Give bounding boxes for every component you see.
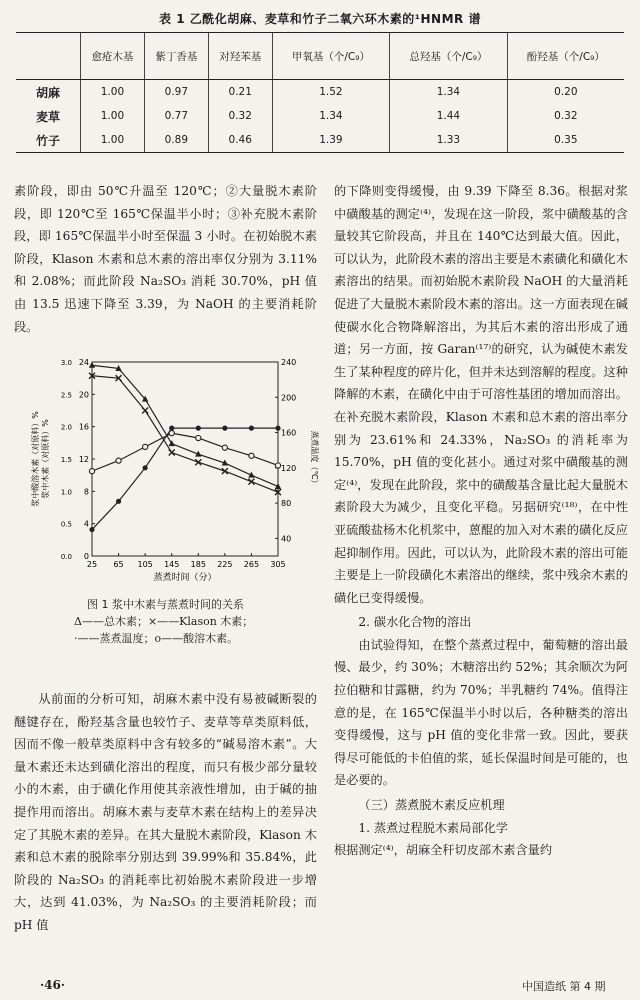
y-left-inner-tick-label: 1.0 — [60, 488, 72, 497]
data-point-dot — [143, 465, 148, 470]
y-axis-label-inner: 浆中木素（对原料）% — [41, 419, 50, 499]
table-caption: 表 1 乙酰化胡麻、麦草和竹子二氧六环木素的¹HNMR 谱 — [159, 12, 481, 26]
series-line — [92, 433, 278, 471]
series-line — [92, 428, 278, 529]
table-row-label: 麦草 — [35, 109, 60, 124]
data-point-cross — [195, 459, 201, 465]
table-cell: 0.20 — [507, 80, 624, 105]
table-header-cell: 甲氧基（个/C₉） — [272, 33, 390, 80]
table-header-cell: 酚羟基（个/C₉） — [507, 33, 624, 80]
x-axis-label: 蒸煮时间（分） — [153, 573, 217, 583]
y-left-tick-label: 24 — [78, 358, 89, 367]
section-heading: 2. 碳水化合物的溶出 — [358, 615, 472, 630]
table-header-cell: 紫丁香基 — [144, 33, 208, 80]
figure-legend-line: ·——蒸煮温度；o——酸溶木素。 — [74, 632, 239, 645]
data-point-circle — [116, 458, 121, 463]
y-left-tick-label: 20 — [78, 390, 89, 400]
table-cell: 0.21 — [208, 80, 272, 105]
data-point-cross — [222, 468, 228, 474]
table-header-cell — [16, 33, 81, 80]
y-left-tick-label: 12 — [78, 455, 89, 464]
data-point-dot — [116, 499, 121, 504]
left-column-bottom — [14, 688, 317, 937]
right-column — [334, 180, 628, 862]
page-number: ·46· — [40, 978, 66, 992]
table-header-row — [16, 33, 624, 80]
table-row-label: 竹子 — [16, 128, 81, 153]
subsection-heading: 1. 蒸煮过程脱木素局部化学 — [358, 820, 508, 835]
x-tick-label: 65 — [113, 560, 124, 569]
table-cell: 1.33 — [390, 128, 508, 153]
table-header-cell: 对羟苯基 — [208, 33, 272, 80]
body-paragraph: 根据测定⁽⁴⁾，胡麻全秆切皮部木素含量约 — [334, 843, 553, 858]
figure-legend-line: Δ——总木素；×——Klason 木素； — [74, 615, 254, 628]
journal-footer: 中国造纸 第 4 期 — [522, 980, 606, 993]
table-cell: 0.32 — [208, 104, 272, 128]
table-cell: 0.32 — [507, 104, 624, 128]
y-right-tick-label: 80 — [281, 499, 292, 509]
y-left-inner-tick-label: 2.0 — [60, 423, 72, 432]
left-column-top — [14, 180, 317, 338]
table-cell: 1.00 — [81, 104, 145, 128]
section-heading: （三）蒸煮脱木素反应机理 — [358, 798, 505, 813]
table-cell: 1.00 — [81, 128, 145, 153]
table-cell: 1.34 — [390, 80, 508, 105]
table-cell: 0.89 — [144, 128, 208, 153]
table-row — [16, 80, 624, 105]
table-row-label: 胡麻 — [35, 85, 60, 100]
data-point-dot — [222, 426, 227, 431]
table-header-cell: 愈疮木基 — [81, 33, 145, 80]
data-point-dot — [275, 426, 280, 431]
nmr-table — [16, 32, 624, 153]
data-point-circle — [169, 431, 174, 436]
table-cell: 1.00 — [81, 80, 145, 105]
x-tick-label: 145 — [164, 560, 180, 569]
y-left-inner-tick-label: 2.5 — [60, 391, 72, 400]
x-tick-label: 265 — [243, 560, 260, 569]
body-paragraph: 由试验得知，在整个蒸煮过程中，葡萄糖的溶出最慢、最少，约 30%；木糖溶出约 52%；其余顺次为阿拉伯糖和甘露糖，约为 70%；半乳糖约 74%。值得注意的是，在 165℃保温半小时以后，各种糖类的溶出变得缓慢，这与 pH 值的变化非常一致。因此，要获得尽可能低的卡伯值的浆，延长保温时间是可能的，也是必要的。 — [334, 637, 628, 788]
table-cell: 1.52 — [272, 80, 390, 105]
y-right-tick-label: 240 — [281, 358, 297, 367]
table-cell: 1.44 — [390, 104, 508, 128]
body-paragraph: 从前面的分析可知，胡麻木素中没有易被碱断裂的醚键存在，酚羟基含量也较竹子、麦草等草类原料低，因而不像一般草类原料中含有较多的“碱易溶木素”。大量木素还未达到磺化溶出的程度，而只有极少部分量较小的木素，由于磺化作用使其亲液性增加，由于碱的抽提作用而溶出。胡麻木素与麦草木素在结构上的差异决定了其脱木素的差异。在其大量脱木素阶段，Klason 木素和总木素的脱除率分别达到 39.99%和 35.84%，此阶段的 Na₂SO₃ 的消耗率比初始脱木素阶段进一步增大，达到 41.03%，为 Na₂SO₃ 的主要消耗阶段；而 pH 值 — [14, 692, 317, 932]
y-left-inner-tick-label: 1.5 — [60, 456, 72, 464]
data-point-circle — [249, 453, 254, 458]
y-axis-label-right: 蒸煮温度（℃） — [310, 430, 319, 488]
body-paragraph: 的下降则变得缓慢，由 9.39 下降至 8.36。根据对浆中磺酸基的测定⁽⁴⁾，发现在这一阶段，浆中磺酸基的含量较其它阶段高，并且在 140℃达到最大值。因此，可以认为，此阶段木素的溶出主要是木素磺化和磺化木素溶出的结果。而初始脱木素阶段 NaOH 的大量消耗促进了大量脱木素阶段木素的溶出。这一方面表现在碱使碳水化合物降解溶出，为其后木素的溶出形成了通道；另一方面，按 Garan⁽¹⁷⁾的研究，认为碱使木素发生了某种程度的碎片化，但并未达到溶解的程度。这种降解的木素，在磺化中由于可溶性基团的增加而溶出。在补充脱木素阶段，Klason 木素和总木素的溶出率分别为 23.61%和 24.33%，Na₂SO₃ 的消耗率为 15.70%，pH 值的变化甚小。通过对浆中磺酸基的测定⁽⁴⁾，发现在此阶段，浆中的磺酸基含量比起大量脱木素阶段大为减少，且变化平稳。另据研究⁽¹⁸⁾，在中性亚硫酸盐杨木化机浆中，蒽醌的加入对木素的磺化反应起抑制作用。因此，可以认为，此阶段木素的溶出可能主要是上一阶段磺化木素溶出的继续，浆中残余木素的磺化已变得缓慢。 — [334, 184, 628, 605]
data-point-circle — [222, 445, 227, 450]
data-point-dot — [249, 426, 254, 431]
y-left-inner-tick-label: 0.5 — [60, 520, 72, 529]
x-tick-label: 105 — [137, 560, 153, 569]
data-point-triangle — [89, 362, 95, 368]
data-point-cross — [169, 450, 175, 456]
table-cell: 1.39 — [272, 128, 390, 153]
data-point-circle — [89, 469, 94, 474]
data-point-cross — [142, 408, 148, 414]
table-cell: 0.77 — [144, 104, 208, 128]
data-point-circle — [143, 444, 148, 449]
y-right-tick-label: 120 — [281, 463, 297, 473]
figure-caption: 图 1 浆中木素与蒸煮时间的关系 — [87, 598, 244, 611]
data-point-cross — [248, 479, 254, 485]
series-line — [92, 365, 278, 486]
y-right-tick-label: 40 — [281, 534, 292, 544]
y-left-tick-label: 0 — [83, 552, 89, 561]
body-paragraph: 素阶段，即由 50℃升温至 120℃；②大量脱木素阶段，即 120℃至 165℃保温半小时；③补充脱木素阶段，即 165℃保温半小时至保温 3 小时。在初始脱木素阶段，Klason 木素和总木素的溶出率仅分别为 3.11%和 2.08%；而此阶段 Na₂SO₃ 消耗 30.70%，pH 值由 13.5 迅速下降至 3.39，为 NaOH 的主要消耗阶段。 — [14, 184, 317, 334]
data-point-dot — [89, 527, 94, 532]
data-point-circle — [275, 463, 280, 468]
figure-caption-block — [14, 596, 317, 647]
y-right-tick-label: 160 — [281, 428, 297, 438]
y-left-tick-label: 16 — [78, 422, 89, 432]
table-row — [16, 104, 624, 128]
table-cell: 0.46 — [208, 128, 272, 153]
y-left-inner-tick-label: 3.0 — [60, 359, 72, 367]
x-tick-label: 185 — [190, 560, 206, 569]
table-cell: 0.97 — [144, 80, 208, 105]
table-cell: 1.34 — [272, 104, 390, 128]
data-point-dot — [196, 426, 201, 431]
y-left-inner-tick-label: 0.0 — [60, 553, 72, 561]
lignin-cooking-time-chart — [30, 356, 320, 586]
x-tick-label: 25 — [86, 560, 98, 569]
data-point-dot — [169, 426, 174, 431]
data-point-circle — [196, 435, 201, 440]
y-axis-label-outer: 浆中酸溶木素（对原料）% — [31, 411, 40, 507]
y-left-tick-label: 4 — [83, 519, 89, 529]
y-left-tick-label: 8 — [83, 487, 89, 497]
x-tick-label: 225 — [217, 560, 233, 569]
y-right-tick-label: 200 — [281, 393, 297, 403]
table-row — [16, 128, 624, 153]
table-header-cell: 总羟基（个/C₉） — [390, 33, 508, 80]
table-cell: 0.35 — [507, 128, 624, 153]
x-tick-label: 305 — [270, 560, 286, 569]
